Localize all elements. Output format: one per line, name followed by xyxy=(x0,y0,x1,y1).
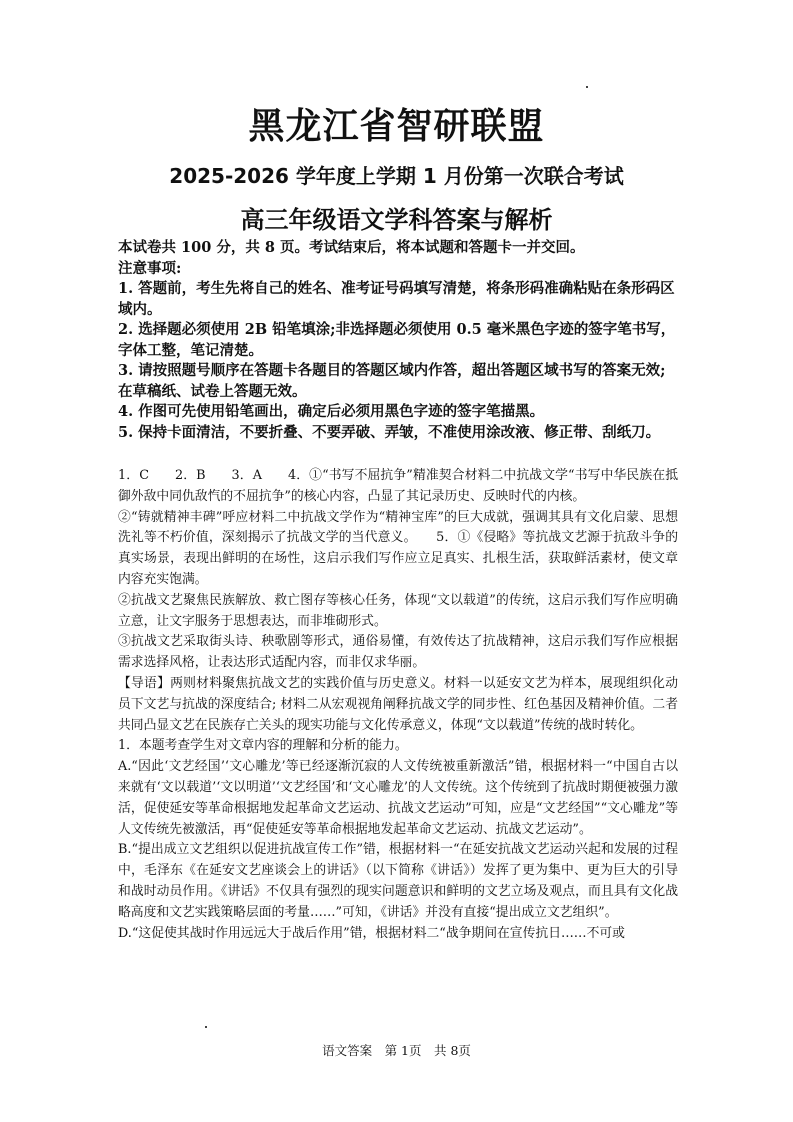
notice-line: 注意事项: xyxy=(118,259,182,277)
notice-line: 4. 作图可先使用铅笔画出，确定后必须用黑色字迹的签字笔描黑。 xyxy=(118,403,545,420)
notice-line: 1. 答题前，考生先将自己的姓名、准考证号码填写清楚，将条形码准确粘贴在条形码区域内。 xyxy=(118,280,675,318)
answer-body xyxy=(118,466,678,944)
subject-title: 高三年级语文学科答案与解析 xyxy=(240,205,553,234)
answer-paragraph: 1．C 2．B 3．A 4．①“书写不屈抗争”精准契合材料二中抗战文学“书写中华民族在抵御外敌中同仇敌忾的不屈抗争”的核心内容，凸显了其记录历史、反映时代的内核。 xyxy=(118,468,678,504)
answer-paragraph: 1．本题考查学生对文章内容的理解和分析的能力。 xyxy=(118,738,408,754)
notice-line: 3. 请按照题号顺序在答题卡各题目的答题区域内作答，超出答题区域书写的答案无效;在草稿纸、试卷上答题无效。 xyxy=(118,362,666,400)
answer-paragraph: ②“铸就精神丰碑”呼应材料二中抗战文学作为“精神宝库”的巨大成就，强调其具有文化启蒙、思想洗礼等不朽价值，深刻揭示了抗战文学的当代意义。 5．①《侵略》等抗战文艺源于抗敌斗争的真实场景，表现出鲜明的在场性，这启示我们写作应立足真实、扎根生活，获取鲜活素材，使文章内容充实饱满。 xyxy=(118,509,678,587)
answer-paragraph: ②抗战文艺聚焦民族解放、救亡图存等核心任务，体现“文以载道”的传统，这启示我们写作应明确立意，让文字服务于思想表达，而非堆砌形式。 xyxy=(118,592,678,629)
org-title: 黑龙江省智研联盟 xyxy=(248,105,545,147)
speck-mark xyxy=(205,1026,207,1028)
answer-paragraph: D.“这促使其战时作用远远大于战后作用”错，根据材料二“战争期间在宣传抗日……不可或 xyxy=(118,925,625,941)
answer-paragraph: B.“提出成立文艺组织以促进抗战宣传工作”错，根据材料一“在延安抗战文艺运动兴起和发展的过程中，毛泽东《在延安文艺座谈会上的讲话》（以下简称《讲话》）发挥了更为集中、更为巨大的引导和战时动员作用。《讲话》不仅具有强烈的现实问题意识和鲜明的文艺立场及观点，而且具有文化战略高度和文艺实践策略层面的考量……”可知，《讲话》并没有直接“提出成立文艺组织”。 xyxy=(118,842,678,920)
notice-line: 2. 选择题必须使用 2B 铅笔填涂;非选择题必须使用 0.5 毫米黑色字迹的签字笔书写，字体工整，笔记清楚。 xyxy=(118,321,676,359)
answer-paragraph: A.“因此‘文艺经国’‘文心雕龙’等已经逐渐沉寂的人文传统被重新激活”错，根据材料一“中国自古以来就有‘文以载道’‘文以明道’‘文艺经国’和‘文心雕龙’的人文传统。这个传统到了抗战时期便被强力激活，促使延安等革命根据地发起革命文艺运动、抗战文艺运动”可知，应是“文艺经国”“文心雕龙”等人文传统先被激活，再“促使延安等革命根据地发起革命文艺运动、抗战文艺运动”。 xyxy=(118,759,678,837)
notice-line: 5. 保持卡面清洁，不要折叠、不要弄破、弄皱，不准使用涂改液、修正带、刮纸刀。 xyxy=(118,423,661,441)
answer-paragraph: ③抗战文艺采取街头诗、秧歌剧等形式，通俗易懂，有效传达了抗战精神，这启示我们写作应根据需求选择风格，让表达形式适配内容，而非仅求华丽。 xyxy=(118,634,678,671)
exam-notice xyxy=(118,238,678,443)
notice-line: 本试卷共 100 分，共 8 页。考试结束后，将本试题和答题卡一并交回。 xyxy=(118,239,585,256)
page-footer: 语文答案 第 1页 共 8页 xyxy=(322,1043,471,1058)
speck-mark xyxy=(586,86,588,88)
guide-paragraph: 【导语】两则材料聚焦抗战文艺的实践价值与历史意义。材料一以延安文艺为样本，展现组织化动员下文艺与抗战的深度结合; 材料二从宏观视角阐释抗战文学的同步性、红色基因及精神价值。二者共同凸显文艺在民族存亡关头的现实功能与文化传承意义，体现“文以载道”传统的战时转化。 xyxy=(118,675,678,733)
exam-title: 2025-2026 学年度上学期 1 月份第一次联合考试 xyxy=(169,164,624,188)
